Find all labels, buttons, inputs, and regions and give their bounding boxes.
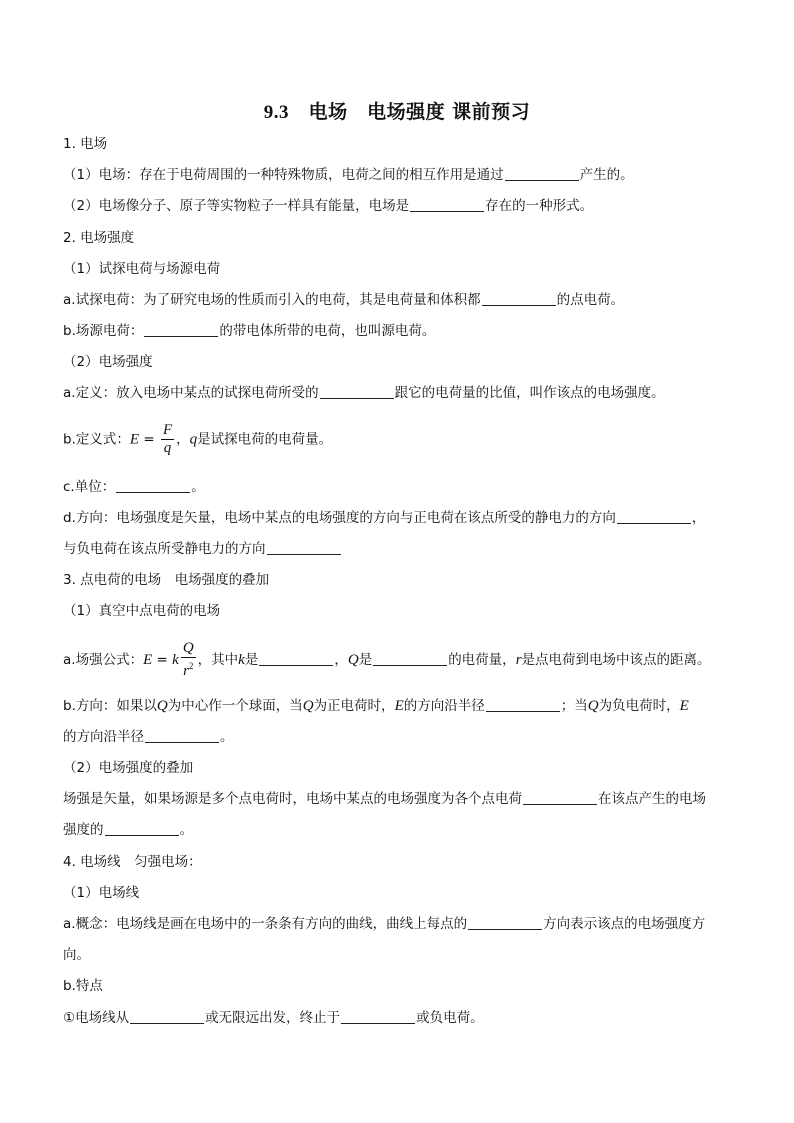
answer-blank[interactable] xyxy=(468,915,542,930)
text-span: ， xyxy=(176,431,190,448)
fraction xyxy=(181,640,196,680)
text-span: 电场 电场强度 课前预习 xyxy=(308,101,531,123)
text-span: （2）电场强度的叠加 xyxy=(63,760,194,776)
paragraph xyxy=(63,789,706,809)
section-heading xyxy=(63,570,269,590)
text-span: （2）电场强度 xyxy=(63,354,153,370)
text-span: 。 xyxy=(220,729,234,745)
paragraph xyxy=(63,914,705,934)
text-span: Q xyxy=(302,698,314,714)
answer-blank[interactable] xyxy=(320,384,394,399)
answer-blank[interactable] xyxy=(267,540,341,555)
text-span: a.场强公式： xyxy=(63,652,144,668)
text-span: 强度的 xyxy=(63,822,104,838)
paragraph xyxy=(63,383,665,403)
text-span: q xyxy=(163,440,172,456)
text-span: 3. 点电荷的电场 电场强度的叠加 xyxy=(63,572,270,588)
answer-blank[interactable] xyxy=(145,728,219,743)
paragraph xyxy=(63,820,193,840)
subsection-heading xyxy=(63,352,153,372)
text-span: 在该点产生的电场 xyxy=(598,791,706,807)
text-span: k xyxy=(172,652,179,668)
text-span: 场强是矢量，如果场源是多个点电荷时，电场中某点的电场强度为各个点电荷 xyxy=(63,791,522,807)
paragraph xyxy=(63,290,624,310)
text-span: 4. 电场线 匀强电场： xyxy=(63,854,202,870)
text-span: 为负电荷时， xyxy=(598,698,680,714)
text-span: a.定义：放入电场中某点的试探电荷所受的 xyxy=(63,385,319,401)
subsection-heading xyxy=(63,976,103,996)
paragraph xyxy=(63,696,689,716)
section-heading xyxy=(63,852,202,872)
text-span: q xyxy=(189,431,198,448)
answer-blank[interactable] xyxy=(130,1009,204,1024)
text-span: 1. 电场 xyxy=(63,136,108,152)
answer-blank[interactable] xyxy=(341,1009,415,1024)
text-span: 的电荷量， xyxy=(448,652,516,668)
text-span: c.单位： xyxy=(63,479,116,495)
paragraph xyxy=(63,727,234,747)
text-span: （1）电场：存在于电荷周围的一种特殊物质，电荷之间的相互作用是通过 xyxy=(63,167,504,183)
text-span: 9.3 xyxy=(263,102,290,123)
text-span: （1）真空中点电荷的电场 xyxy=(63,603,221,619)
paragraph xyxy=(63,508,705,528)
text-span: Q xyxy=(156,698,168,714)
text-span: 的方向沿半径 xyxy=(63,729,144,745)
text-span: 存在的一种形式。 xyxy=(485,198,594,214)
paragraph xyxy=(63,539,342,559)
text-span: 的带电体所带的电荷，也叫源电荷。 xyxy=(219,323,436,339)
text-span: 的点电荷。 xyxy=(556,292,625,308)
text-span: 2. 电场强度 xyxy=(63,230,135,246)
text-span: b.方向：如果以 xyxy=(63,698,157,714)
text-span: 。 xyxy=(191,479,205,495)
text-span: 是点电荷到电场中该点的距离。 xyxy=(521,652,711,668)
text-span: 是 xyxy=(358,652,373,668)
text-span: （1）电场线 xyxy=(63,885,140,901)
subsection-heading xyxy=(63,758,193,778)
text-span: Q xyxy=(182,640,194,656)
paragraph xyxy=(63,945,90,965)
text-span: 方向表示该点的电场强度方 xyxy=(543,916,706,932)
answer-blank[interactable] xyxy=(144,322,218,337)
text-span: 或负电荷。 xyxy=(416,1010,484,1026)
formula-line xyxy=(63,640,711,680)
subsection-heading xyxy=(63,883,139,903)
text-span: （2）电场像分子、原子等实物粒子一样具有能量，电场是 xyxy=(63,198,410,214)
answer-blank[interactable] xyxy=(486,697,560,712)
text-span: a.概念：电场线是画在电场中的一条条有方向的曲线，曲线上每点的 xyxy=(63,916,468,932)
text-span: 与负电荷在该点所受静电力的方向 xyxy=(63,541,266,557)
text-span: b.定义式： xyxy=(63,431,130,448)
text-span: E xyxy=(394,698,404,714)
text-span: 。 xyxy=(179,822,193,838)
text-span: r xyxy=(515,652,522,668)
paragraph xyxy=(63,196,593,216)
text-span: Q xyxy=(347,652,359,668)
text-span: 2 xyxy=(188,661,194,671)
text-span: b.特点 xyxy=(63,978,103,994)
text-span: k xyxy=(238,652,245,668)
text-span: E xyxy=(679,698,689,714)
text-span: b.场源电荷： xyxy=(63,323,144,339)
text-span: 是 xyxy=(244,652,259,668)
subsection-heading xyxy=(63,601,220,621)
answer-blank[interactable] xyxy=(523,790,597,805)
text-span: 跟它的电荷量的比值，叫作该点的电场强度。 xyxy=(394,385,665,401)
paragraph xyxy=(63,321,435,341)
text-span: 产生的。 xyxy=(579,167,634,183)
text-span: ， xyxy=(691,510,706,526)
text-span: 是试探电荷的电荷量。 xyxy=(197,431,333,448)
text-span: E xyxy=(143,652,153,668)
answer-blank[interactable] xyxy=(482,291,556,306)
text-span: （1）试探电荷与场源电荷 xyxy=(63,261,221,277)
paragraph xyxy=(63,165,634,185)
text-span: ， xyxy=(334,652,348,668)
text-span: a.试探电荷：为了研究电场的性质而引入的电荷，其是电荷量和体积都 xyxy=(63,292,481,308)
text-span: = xyxy=(139,431,159,448)
answer-blank[interactable] xyxy=(410,197,484,212)
formula-line xyxy=(63,422,332,457)
text-span: 的方向沿半径 xyxy=(403,698,485,714)
answer-blank[interactable] xyxy=(505,166,579,181)
text-span: Q xyxy=(587,698,599,714)
answer-blank[interactable] xyxy=(259,651,333,666)
text-span: F xyxy=(162,422,173,438)
answer-blank[interactable] xyxy=(116,478,190,493)
text-span: ；当 xyxy=(560,698,588,714)
text-span: d.方向：电场强度是矢量，电场中某点的电场强度的方向与正电荷在该点所受的静电力的方向 xyxy=(63,510,616,526)
text-span: r xyxy=(183,663,189,679)
answer-blank[interactable] xyxy=(105,821,179,836)
page-title xyxy=(0,97,794,124)
subsection-heading xyxy=(63,259,220,279)
answer-blank[interactable] xyxy=(617,509,691,524)
answer-blank[interactable] xyxy=(373,651,447,666)
text-span: 或无限远出发，终止于 xyxy=(205,1010,341,1026)
text-span: E xyxy=(129,431,140,448)
section-heading xyxy=(63,228,134,248)
text-span: 为中心作一个球面，当 xyxy=(167,698,303,714)
text-span: 为正电荷时， xyxy=(313,698,395,714)
text-span: ，其中 xyxy=(197,652,239,668)
paragraph xyxy=(63,477,205,497)
text-span: ①电场线从 xyxy=(63,1010,130,1026)
text-span: 向。 xyxy=(63,947,90,963)
fraction xyxy=(161,422,174,457)
section-heading xyxy=(63,134,107,154)
text-span: = xyxy=(152,652,173,668)
paragraph xyxy=(63,1008,484,1028)
